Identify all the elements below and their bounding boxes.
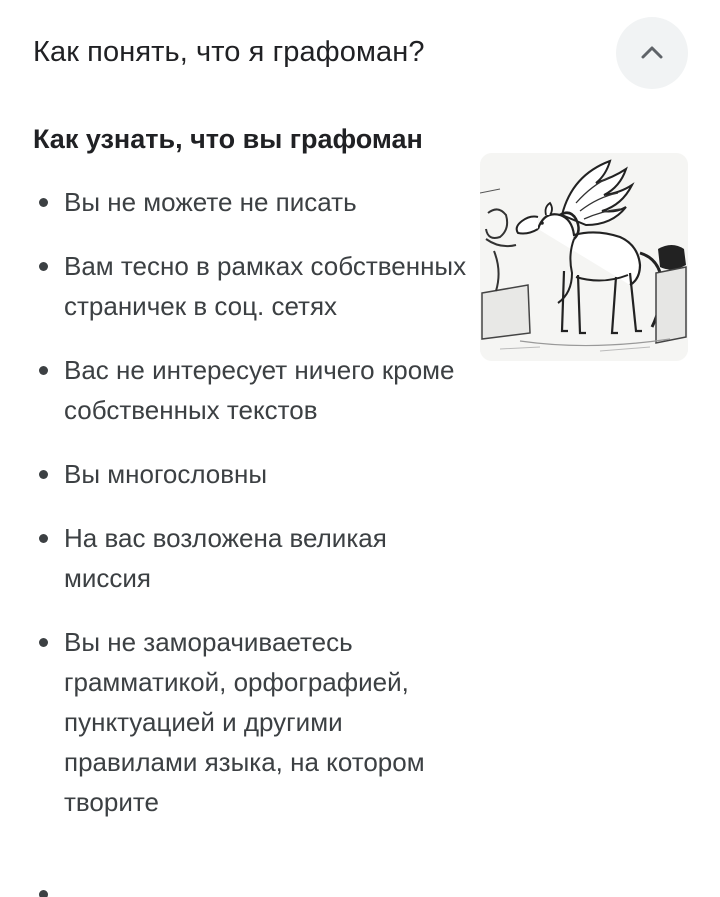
answer-thumbnail-image[interactable] xyxy=(480,153,688,361)
list-item xyxy=(33,518,473,598)
bullet-icon xyxy=(39,638,48,647)
pegasus-sketch-image xyxy=(480,153,688,361)
list-item xyxy=(33,350,473,430)
answer-list xyxy=(33,182,473,846)
bullet-icon xyxy=(39,262,48,271)
list-item xyxy=(33,246,473,326)
list-item-text: Вам тесно в рамках собственных страничек в соц. сетях xyxy=(64,251,467,321)
collapse-button[interactable] xyxy=(616,17,688,89)
list-item xyxy=(33,622,473,822)
list-item-text: Вас не интересует ничего кроме собственных текстов xyxy=(64,355,455,425)
question-title[interactable]: Как понять, что я графоман? xyxy=(33,36,425,68)
list-item-text: Вы многословны xyxy=(64,459,268,489)
bullet-icon xyxy=(39,198,48,207)
list-item xyxy=(33,182,473,222)
list-item-text: Вы не можете не писать xyxy=(64,187,357,217)
bullet-icon xyxy=(39,470,48,479)
bullet-icon xyxy=(39,366,48,375)
list-item-text: Вы не заморачиваетесь грамматикой, орфографией, пунктуацией и другими правилами языка, на котором творите xyxy=(64,627,425,817)
bullet-icon xyxy=(39,534,48,543)
list-item xyxy=(33,454,473,494)
list-item-text: На вас возложена великая миссия xyxy=(64,523,387,593)
next-bullet-icon xyxy=(39,890,48,897)
answer-title: Как узнать, что вы графоман xyxy=(33,124,423,154)
chevron-up-icon xyxy=(638,39,666,67)
